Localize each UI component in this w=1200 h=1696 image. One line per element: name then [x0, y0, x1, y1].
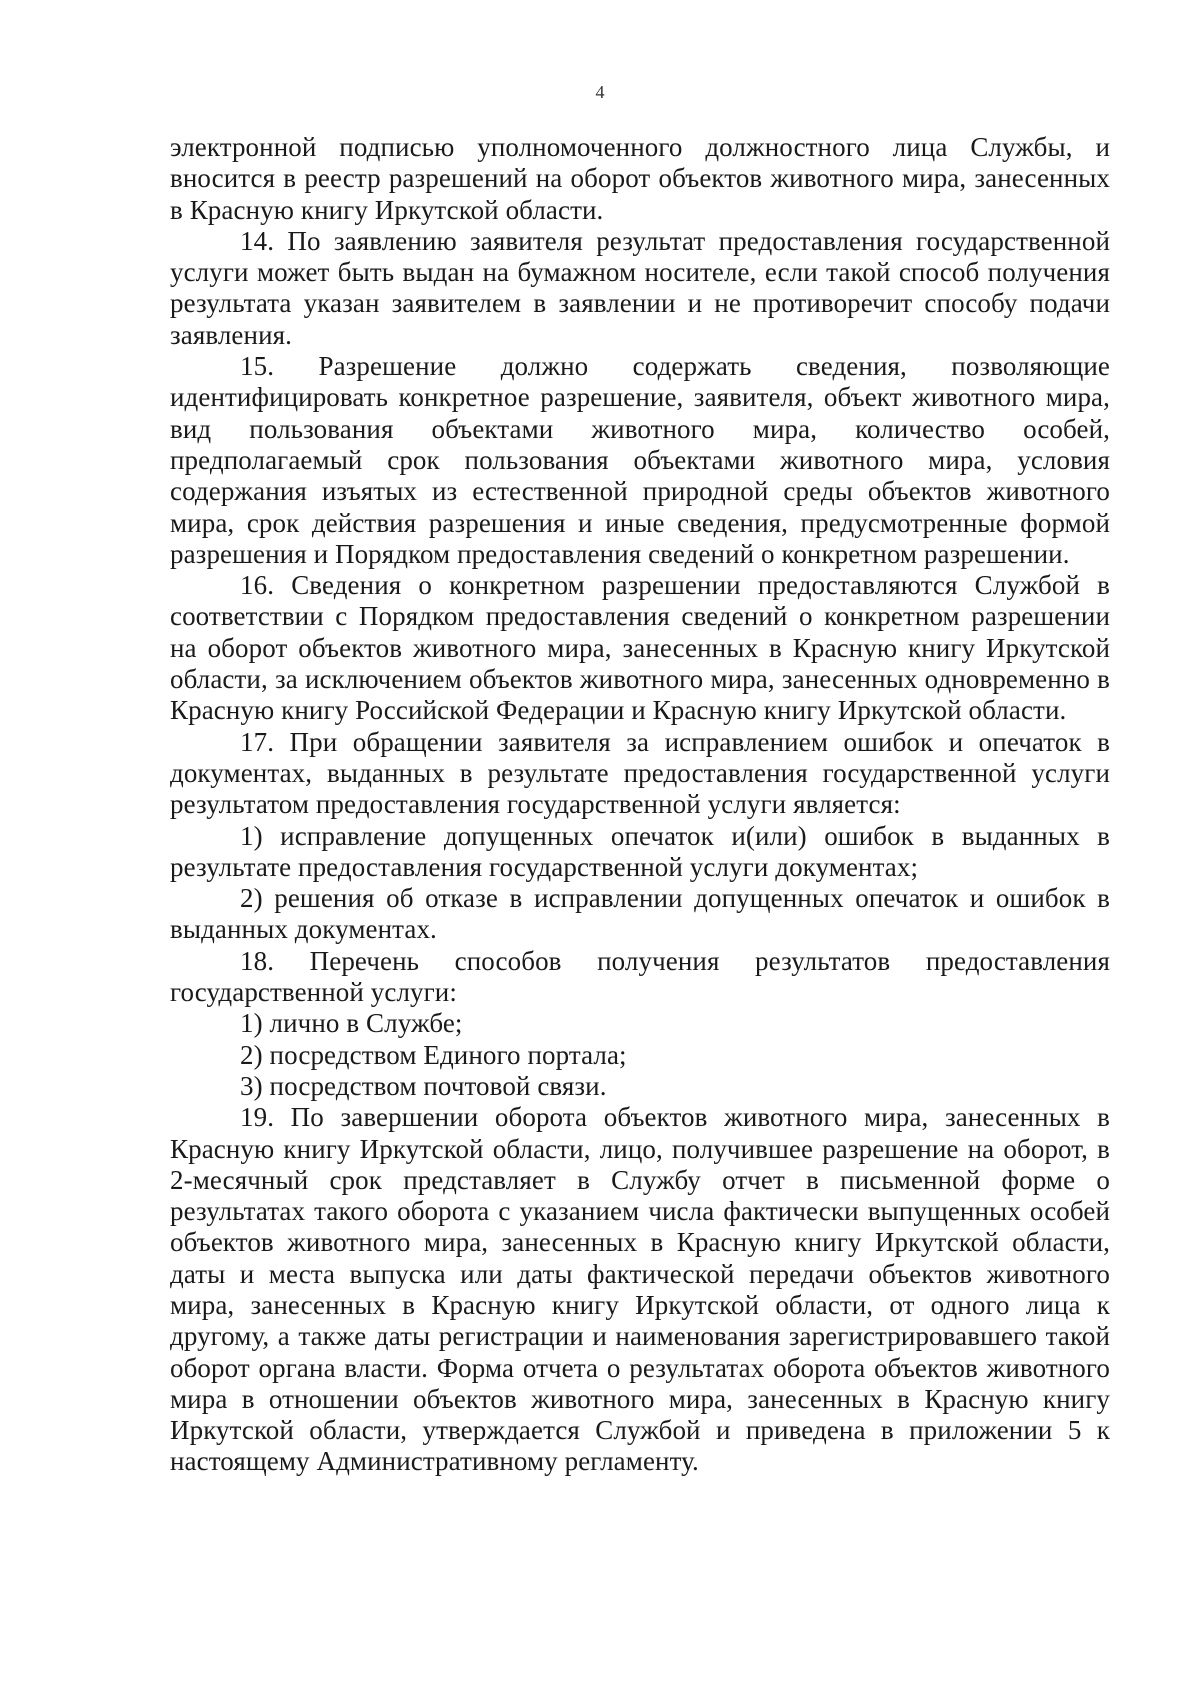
paragraph: 16. Сведения о конкретном разрешении предоставляются Службой в соответствии с Порядком предоставления сведений о конкретном разрешении на оборот объектов животного мира, занесенных в Красную книгу Иркутской области, за исключением объектов животного мира, занесенных одновременно в Красную книгу Российской Федерации и Красную книгу Иркутской области.	[170, 570, 1110, 726]
page-number: 4	[595, 82, 605, 102]
paragraph: 18. Перечень способов получения результатов предоставления государственной услуги:	[170, 945, 1110, 1008]
paragraph: 3) посредством почтовой связи.	[240, 1070, 607, 1101]
paragraph: электронной подписью уполномоченного должностного лица Службы, и вносится в реестр разрешений на оборот объектов животного мира, занесенных в Красную книгу Иркутской области.	[170, 132, 1110, 225]
paragraph: 17. При обращении заявителя за исправлением ошибок и опечаток в документах, выданных в результате предоставления государственной услуги результатом предоставления государственной услуги является:	[170, 726, 1110, 820]
paragraph: 15. Разрешение должно содержать сведения, позволяющие идентифицировать конкретное разрешение, заявителя, объект животного мира, вид пользования объектами животного мира, количество особей, предполагаемый срок пользования объектами животного мира, условия содержания изъятых из естественной природной среды объектов животного мира, срок действия разрешения и иные сведения, предусмотренные формой разрешения и Порядком предоставления сведений о конкретном разрешении.	[170, 351, 1110, 569]
paragraph: 1) лично в Службе;	[240, 1008, 463, 1039]
paragraph: 19. По завершении оборота объектов животного мира, занесенных в Красную книгу Иркутской области, лицо, получившее разрешение на оборот, в 2-месячный срок представляет в Службу отчет в письменной форме о результатах такого оборота с указанием числа фактически выпущенных особей объектов животного мира, занесенных в Красную книгу Иркутской области, даты и места выпуска или даты фактической передачи объектов животного мира, занесенных в Красную книгу Иркутской области, от одного лица к другому, а также даты регистрации и наименования зарегистрировавшего такой оборот органа власти. Форма отчета о результатах оборота объектов животного мира в отношении объектов животного мира, занесенных в Красную книгу Иркутской области, утверждается Службой и приведена в приложении 5 к настоящему Административному регламенту.	[170, 1102, 1110, 1477]
paragraph: 2) посредством Единого портала;	[240, 1039, 627, 1070]
document-body	[170, 132, 1110, 1478]
paragraph: 14. По заявлению заявителя результат предоставления государственной услуги может быть выдан на бумажном носителе, если такой способ получения результата указан заявителем в заявлении и не противоречит способу подачи заявления.	[170, 225, 1110, 350]
paragraph: 1) исправление допущенных опечаток и(или) ошибок в выданных в результате предоставления государственной услуги документах;	[170, 820, 1110, 882]
paragraph: 2) решения об отказе в исправлении допущенных опечаток и ошибок в выданных документах.	[170, 883, 1110, 945]
